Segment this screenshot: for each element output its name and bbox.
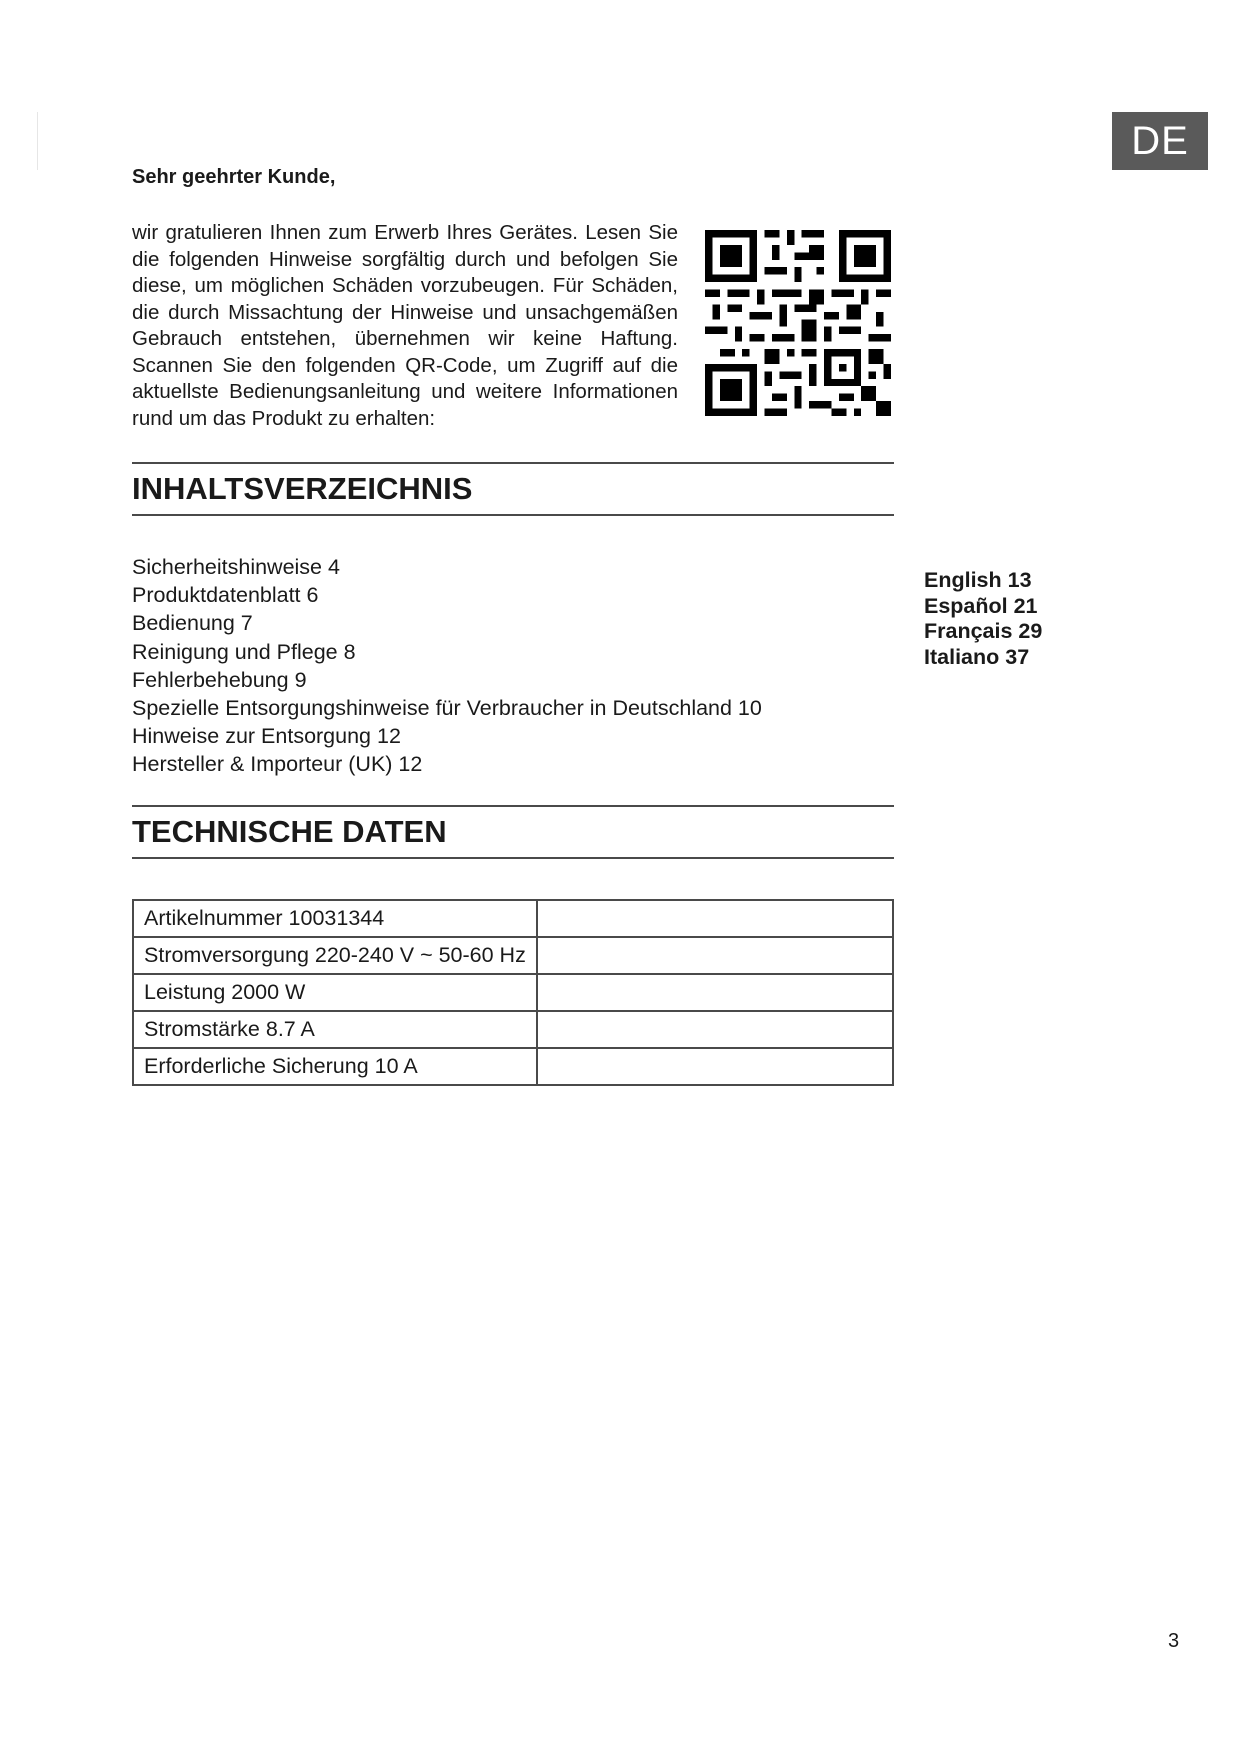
intro-paragraph: wir gratulieren Ihnen zum Erwerb Ihres Gerätes. Lesen Sie die folgenden Hinweise sorgfältig durch und befolgen Sie diese, um möglichen Schäden vorzubeugen. Für Schäden, die durch Missachtung der Hinweise und unsachgemäßen Gebrauch entstehen, übernehmen wir keine Haftung. Scannen Sie den folgenden QR-Code, um Zugriff auf die aktuellste Bedienungsanleitung und weitere Informationen rund um das Produkt zu erhalten: — [132, 221, 678, 430]
table-row — [133, 937, 893, 974]
table-cell: Leistung 2000 W — [133, 974, 537, 1011]
table-cell-empty — [537, 900, 893, 937]
margin-line — [37, 112, 38, 170]
toc-item[interactable]: Hinweise zur Entsorgung 12 — [132, 724, 401, 749]
table-cell-empty — [537, 974, 893, 1011]
tech-heading: TECHNISCHE DATEN — [132, 805, 894, 859]
page-number: 3 — [1168, 1630, 1180, 1652]
language-item[interactable]: English 13 — [924, 568, 1032, 592]
toc-item[interactable]: Bedienung 7 — [132, 611, 253, 636]
table-cell-empty — [537, 1048, 893, 1085]
toc-item[interactable]: Fehlerbehebung 9 — [132, 667, 307, 692]
table-of-contents — [132, 553, 762, 779]
toc-item[interactable]: Sicherheitshinweise 4 — [132, 555, 340, 579]
toc-item[interactable]: Hersteller & Importeur (UK) 12 — [132, 752, 423, 777]
table-row — [133, 1011, 893, 1048]
table-row — [133, 1048, 893, 1085]
table-cell-empty — [537, 1011, 893, 1048]
toc-heading: INHALTSVERZEICHNIS — [132, 462, 894, 516]
toc-item[interactable]: Produktdatenblatt 6 — [132, 583, 319, 608]
language-index — [924, 568, 1042, 670]
language-item[interactable]: Italiano 37 — [924, 644, 1030, 669]
table-row — [133, 900, 893, 937]
language-item[interactable]: Español 21 — [924, 593, 1038, 618]
qr-code-icon[interactable] — [705, 230, 891, 416]
tech-data-table — [132, 899, 894, 1086]
language-item[interactable]: Français 29 — [924, 619, 1043, 643]
table-cell: Artikelnummer 10031344 — [133, 900, 537, 937]
table-cell: Stromversorgung 220-240 V ~ 50-60 Hz — [133, 937, 537, 974]
greeting: Sehr geehrter Kunde, — [132, 166, 336, 188]
toc-item[interactable]: Reinigung und Pflege 8 — [132, 639, 356, 664]
table-row — [133, 974, 893, 1011]
toc-item[interactable]: Spezielle Entsorgungshinweise für Verbraucher in Deutschland 10 — [132, 696, 762, 721]
language-tag: DE — [1112, 112, 1208, 170]
table-cell-empty — [537, 937, 893, 974]
table-cell: Stromstärke 8.7 A — [133, 1011, 537, 1048]
table-cell: Erforderliche Sicherung 10 A — [133, 1048, 537, 1085]
